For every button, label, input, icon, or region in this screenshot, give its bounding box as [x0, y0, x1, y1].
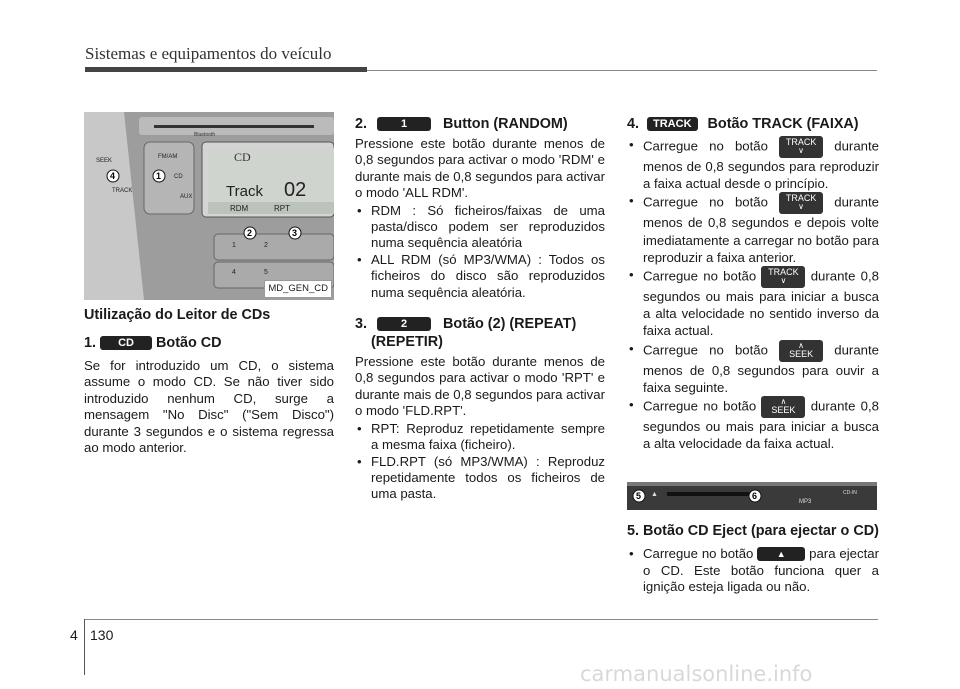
track-button-icon: TRACK ∨: [779, 136, 823, 158]
preset-4-label: 4: [232, 269, 236, 276]
cd-in-label: CD-IN: [843, 490, 857, 497]
svg-text:3: 3: [292, 228, 298, 238]
random-description: Pressione este botão durante menos de 0,8 segundos para activar o modo 'RDM' e durante mais de 0,8 segundos para activar o modo 'ALL RDM'.: [355, 136, 605, 201]
footer-divider: [84, 619, 85, 675]
figure-label: MD_GEN_CD: [264, 280, 332, 298]
button-1-badge: 1: [377, 117, 431, 131]
screen-mode-text: CD: [234, 150, 251, 164]
track-list: [627, 136, 879, 452]
seek-button-icon: ∧ SEEK: [761, 396, 805, 418]
screen-rpt-label: RPT: [274, 204, 290, 213]
callout-3: [289, 227, 301, 239]
callout-6: [749, 490, 761, 502]
section-heading: Utilização do Leitor de CDs: [84, 307, 271, 323]
screen-track-number: 02: [284, 179, 307, 201]
eject-icon: ▲: [651, 491, 658, 499]
svg-text:6: 6: [752, 491, 758, 502]
repeat-item: • RPT: Reproduz repetidamente sempre a mesma faixa (ficheiro).: [355, 421, 605, 454]
svg-text:1: 1: [156, 171, 162, 181]
seek-button-icon: ∧ SEEK: [779, 340, 823, 362]
column-1: [84, 112, 334, 456]
eject-list: [627, 546, 879, 595]
radio-panel-figure: [84, 112, 334, 300]
cd-label: CD: [174, 174, 183, 180]
fm-am-label: FM/AM: [158, 154, 178, 160]
eject-icon: ▲: [757, 547, 805, 561]
callout-1: [153, 170, 165, 182]
header-rule-thin: [367, 70, 877, 71]
button-2-badge: 2: [377, 317, 431, 331]
eject-item: • Carregue no botão ▲ para ejectar o CD. Este botão funciona quer a ignição esteja ligada ou não.: [627, 546, 879, 595]
svg-text:2: 2: [247, 228, 253, 238]
footer-rule: [84, 619, 878, 620]
screen-track-label: Track: [226, 183, 263, 200]
page-number: 130: [90, 627, 114, 643]
preset-2-label: 2: [264, 242, 268, 249]
screen-rdm-label: RDM: [230, 204, 249, 213]
svg-text:5: 5: [636, 491, 642, 502]
track-item: • Carregue no botão ∧ SEEK durante menos de 0,8 segundos para ouvir a faixa seguinte.: [627, 340, 879, 396]
random-item: • ALL RDM (só MP3/WMA) : Todos os ficheiros do disco são reproduzidos numa sequência aleatória.: [355, 252, 605, 301]
brand-label: Bluetooth: [194, 132, 216, 138]
column-3: [627, 115, 879, 596]
track-label: TRACK: [112, 188, 133, 194]
preset-5-label: 5: [264, 269, 268, 276]
track-item: • Carregue no botão TRACK ∨ durante menos de 0,8 segundos para reproduzir a faixa actual desde o princípio.: [627, 136, 879, 192]
cd-button-heading: 1. CD Botão CD: [84, 335, 222, 351]
radio-panel-illustration: [84, 112, 334, 300]
cd-button-description: Se for introduzido um CD, o sistema assume o modo CD. Se não tiver sido introduzido nenhum CD, surge a mensagem "No Disc" ("Sem Disco") durante 3 segundos e o sistema regressa ao modo anterior.: [84, 358, 334, 456]
repeat-description: Pressione este botão durante menos de 0,8 segundos para activar o modo 'RPT' e durante mais de 0,8 segundos para activar o modo 'FLD.RPT'.: [355, 354, 605, 419]
repeat-button-heading: 3. 2 Botão (2) (REPEAT) (REPETIR): [355, 316, 577, 351]
watermark: carmanualsonline.info: [580, 662, 813, 686]
track-button-icon: TRACK ∨: [779, 192, 823, 214]
eject-heading: 5. Botão CD Eject (para ejectar o CD): [627, 523, 879, 540]
repeat-item: • FLD.RPT (só MP3/WMA) : Reproduz repetidamente todos os ficheiros de uma pasta.: [355, 454, 605, 503]
track-item: • Carregue no botão TRACK ∨ durante 0,8 segundos ou mais para iniciar a busca a alta velocidade no sentido inverso da faixa actual.: [627, 266, 879, 340]
track-button-icon: TRACK ∨: [761, 266, 805, 288]
chapter-number: 4: [70, 627, 78, 643]
callout-5: [633, 490, 645, 502]
random-item: • RDM : Só ficheiros/faixas de uma pasta/disco podem ser reproduzidos numa sequência aleatória: [355, 203, 605, 252]
seek-label: SEEK: [96, 158, 113, 164]
mp3-label: MP3: [799, 499, 812, 506]
cd-badge: CD: [100, 336, 152, 350]
svg-text:4: 4: [110, 171, 116, 181]
preset-1-label: 1: [232, 242, 236, 249]
random-list: [355, 203, 605, 301]
callout-4: [107, 170, 119, 182]
track-badge: TRACK: [647, 117, 698, 131]
repeat-list: [355, 421, 605, 503]
track-item: • Carregue no botão ∧ SEEK durante 0,8 segundos ou mais para iniciar a busca a alta velocidade da faixa actual.: [627, 396, 879, 452]
callout-2: [244, 227, 256, 239]
track-button-heading: 4. TRACK Botão TRACK (FAIXA): [627, 116, 859, 132]
random-button-heading: 2. 1 Button (RANDOM): [355, 116, 568, 132]
aux-label: AUX: [180, 194, 193, 200]
track-item: • Carregue no botão TRACK ∨ durante menos de 0,8 segundos e depois volte imediatamente a carregar no botão para reproduzir a faixa anterior.: [627, 192, 879, 266]
cd-slot-figure: [627, 482, 877, 510]
page-header-title: Sistemas e equipamentos do veículo: [85, 44, 332, 63]
header-rule: [85, 67, 367, 72]
column-2: [355, 115, 605, 503]
